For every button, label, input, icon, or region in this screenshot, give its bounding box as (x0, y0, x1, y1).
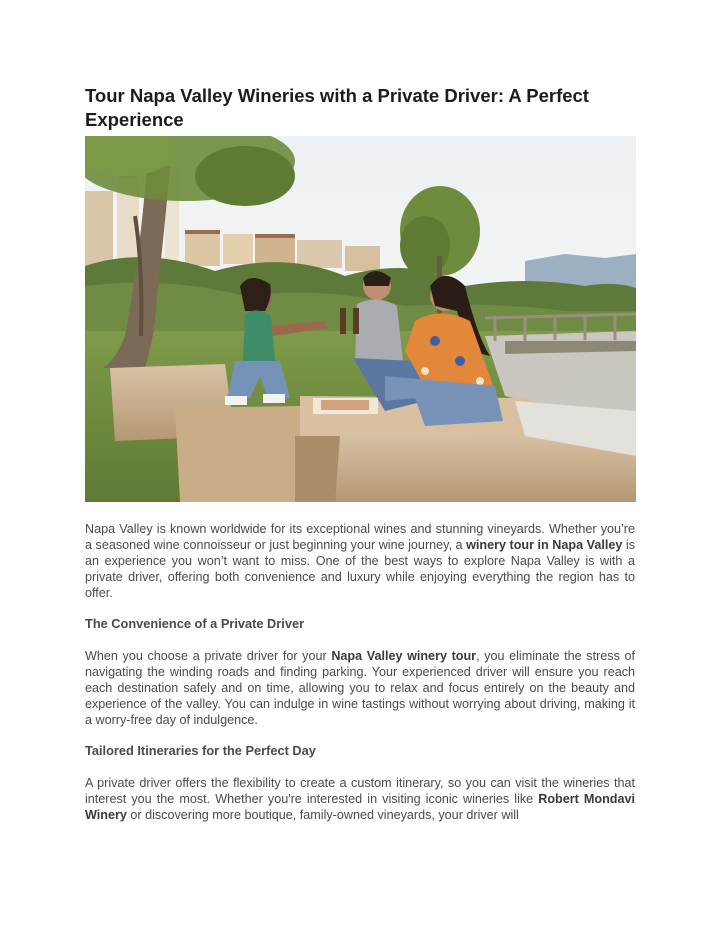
itineraries-text-continued: or discovering more boutique, family-owned vineyards, your driver will (126, 808, 519, 822)
section-heading-itineraries: Tailored Itineraries for the Perfect Day (85, 743, 316, 758)
convenience-text: When you choose a private driver for your (85, 649, 332, 663)
robert-mondavi-winery-link[interactable]: Robert Mondavi Winery (85, 792, 635, 822)
page-title: Tour Napa Valley Wineries with a Private Driver: A Perfect Experience (85, 85, 589, 130)
winery-tour-napa-valley-link[interactable]: winery tour in Napa Valley (466, 538, 623, 552)
convenience-paragraph (85, 648, 635, 728)
intro-text: Napa Valley is known worldwide for its exceptional wines and stunning vineyards. Whether you’re a seasoned wine connoisseur or just beginning your wine journey, a (85, 522, 635, 552)
convenience-text-continued: , you eliminate the stress of navigating the winding roads and finding parking. Your experienced driver will ensure you reach each destination safely and on time, allowing you to relax and focus entirely on the beauty and experience of the valley. You can indulge in wine tastings without worrying about driving, making it a worry-free day of indulgence. (85, 649, 636, 727)
section-heading-convenience: The Convenience of a Private Driver (85, 616, 305, 631)
itineraries-text: A private driver offers the flexibility to create a custom itinerary, so you can visit the wineries that interest you the most. Whether you're interested in visiting iconic wineries like (85, 776, 635, 806)
friends-toasting-outdoors-photo (85, 136, 636, 502)
itineraries-paragraph (85, 775, 635, 823)
intro-paragraph (85, 521, 635, 601)
napa-valley-winery-tour-link[interactable]: Napa Valley winery tour (331, 649, 477, 663)
intro-text-continued: is an experience you won’t want to miss. One of the best ways to explore Napa Valley is with a private driver, offering both convenience and luxury while enjoying everything the region has to offer. (85, 538, 635, 600)
